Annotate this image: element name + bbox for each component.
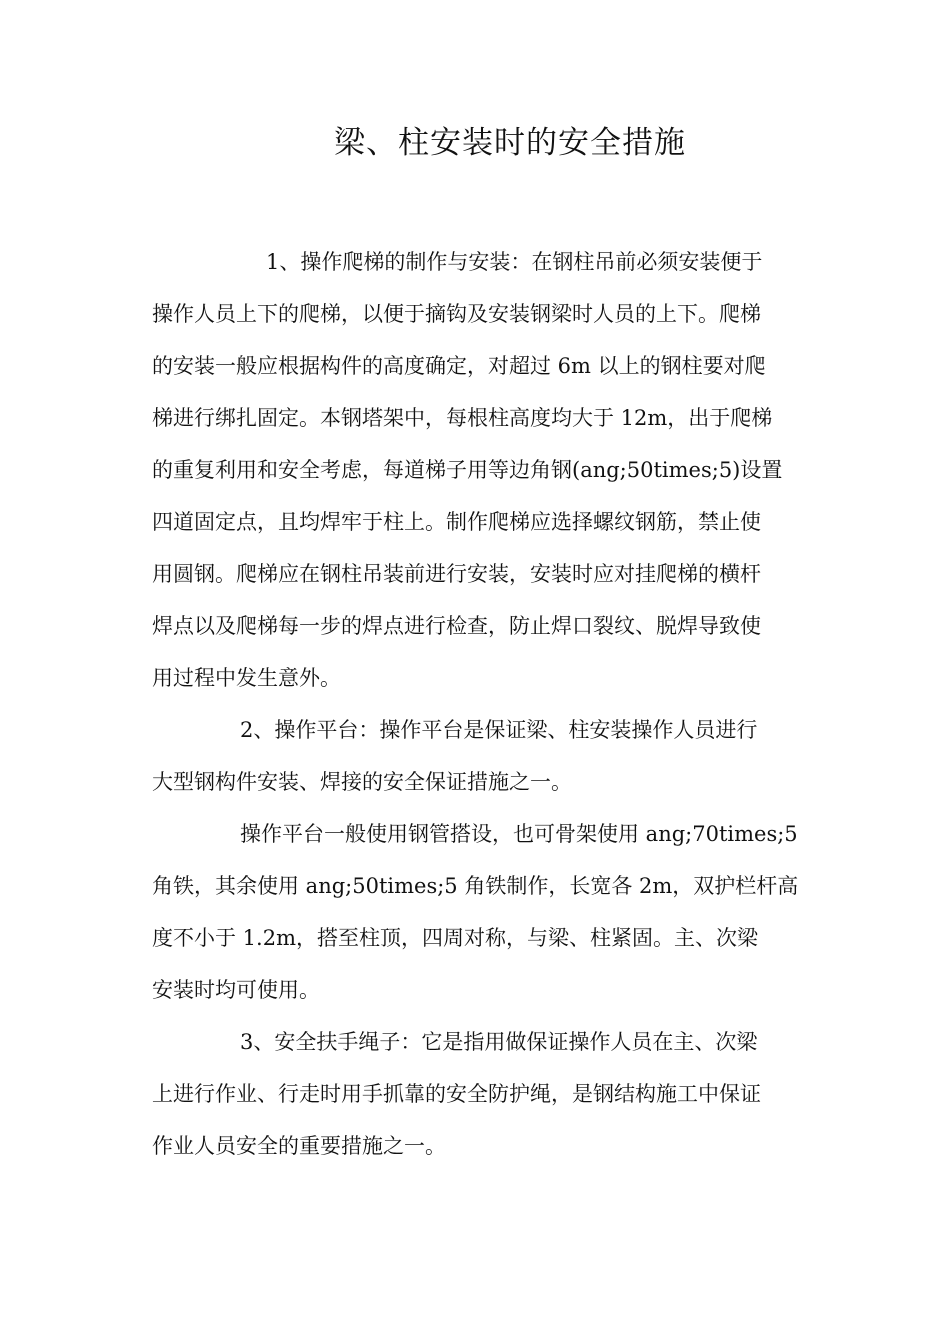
paragraph-1-line-3: 的安装一般应根据构件的高度确定，对超过 6m 以上的钢柱要对爬 (152, 354, 766, 378)
paragraph-4-line-2: 上进行作业、行走时用手抓靠的安全防护绳，是钢结构施工中保证 (152, 1082, 761, 1106)
paragraph-4-line-3: 作业人员安全的重要措施之一。 (152, 1134, 446, 1158)
paragraph-2-line-2: 大型钢构件安装、焊接的安全保证措施之一。 (152, 770, 572, 794)
paragraph-1-line-6: 四道固定点，且均焊牢于柱上。制作爬梯应选择螺纹钢筋，禁止使 (152, 510, 761, 534)
document-body (152, 236, 800, 1172)
paragraph-3-line-2: 角铁，其余使用 ang;50times;5 角铁制作，长宽各 2m，双护栏杆高 (152, 874, 799, 898)
paragraph-1-line-4: 梯进行绑扎固定。本钢塔架中，每根柱高度均大于 12m，出于爬梯 (152, 406, 773, 430)
paragraph-3-line-3: 度不小于 1.2m，搭至柱顶，四周对称，与梁、柱紧固。主、次梁 (152, 926, 758, 950)
paragraph-4-line-1: 3、安全扶手绳子：它是指用做保证操作人员在主、次梁 (240, 1030, 758, 1054)
paragraph-3-line-4: 安装时均可使用。 (152, 978, 320, 1002)
paragraph-3-line-1: 操作平台一般使用钢管搭设，也可骨架使用 ang;70times;5 (240, 822, 798, 846)
paragraph-1-line-5: 的重复利用和安全考虑，每道梯子用等边角钢(ang;50times;5)设置 (152, 458, 783, 482)
paragraph-1-line-8: 焊点以及爬梯每一步的焊点进行检查，防止焊口裂纹、脱焊导致使 (152, 614, 761, 638)
paragraph-1-line-9: 用过程中发生意外。 (152, 666, 341, 690)
paragraph-1-line-2: 操作人员上下的爬梯，以便于摘钩及安装钢梁时人员的上下。爬梯 (152, 302, 761, 326)
paragraph-1-line-7: 用圆钢。爬梯应在钢柱吊装前进行安装，安装时应对挂爬梯的横杆 (152, 562, 761, 586)
paragraph-2-line-1: 2、操作平台：操作平台是保证梁、柱安装操作人员进行 (240, 718, 758, 742)
document-title: 梁、柱安装时的安全措施 (334, 125, 686, 161)
paragraph-1-line-1: 1、操作爬梯的制作与安装：在钢柱吊前必须安装便于 (266, 250, 763, 274)
